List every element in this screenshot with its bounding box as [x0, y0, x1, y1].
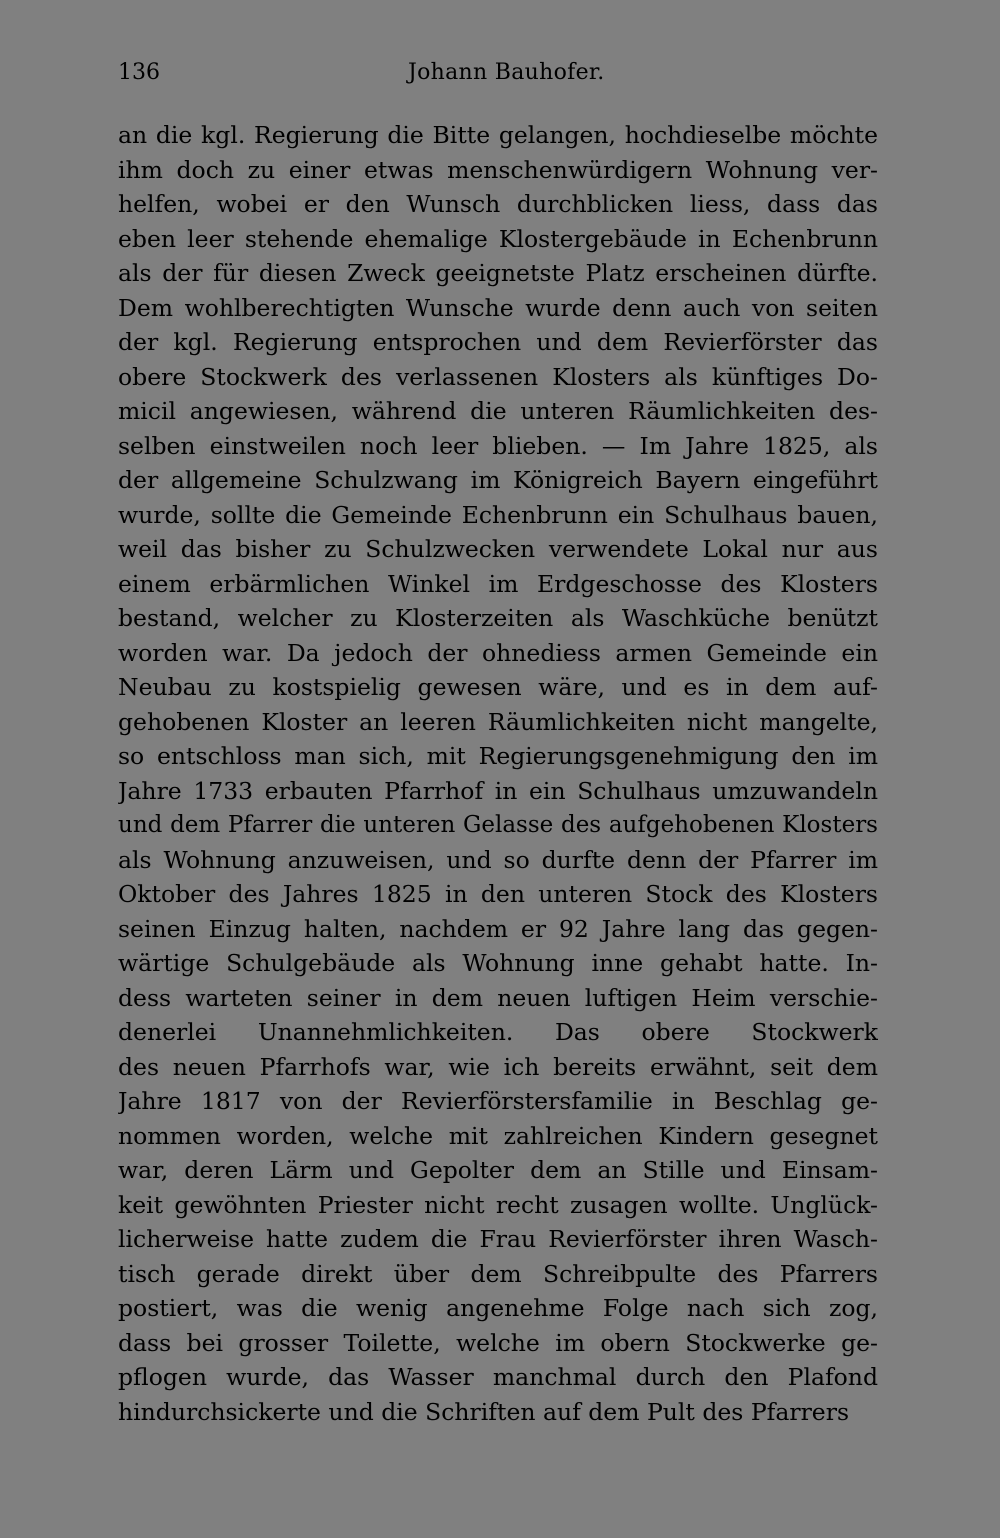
- text-line: selben einstweilen noch leer blieben. — Im Jahre 1825, als: [118, 431, 878, 460]
- text-line: micil angewiesen, während die unteren Räumlichkeiten des-: [118, 397, 878, 425]
- text-line: worden war. Da jedoch der ohnediess armen Gemeinde ein: [118, 638, 878, 667]
- text-line: so entschloss man sich, mit Regierungsgenehmigung den im: [118, 742, 878, 770]
- text-line: denerlei Unannehmlichkeiten. Das obere Stockwerk: [118, 1018, 878, 1046]
- text-line: dass bei grosser Toilette, welche im obern Stockwerke ge-: [118, 1328, 878, 1357]
- text-line: dess warteten seiner in dem neuen luftigen Heim verschie-: [118, 983, 878, 1012]
- text-line: als Wohnung anzuweisen, und so durfte denn der Pfarrer im: [118, 845, 878, 874]
- text-line: wurde, sollte die Gemeinde Echenbrunn ein Schulhaus bauen,: [118, 500, 878, 529]
- text-line: nommen worden, welche mit zahlreichen Kindern gesegnet: [118, 1121, 878, 1150]
- text-line: wärtige Schulgebäude als Wohnung inne gehabt hatte. In-: [118, 949, 878, 977]
- text-line: eben leer stehende ehemalige Klostergebäude in Echenbrunn: [118, 224, 878, 253]
- text-line: Oktober des Jahres 1825 in den unteren Stock des Klosters: [118, 880, 878, 908]
- page-number: 136: [118, 60, 160, 85]
- text-line: weil das bisher zu Schulzwecken verwendete Lokal nur aus: [118, 535, 878, 563]
- running-head: [118, 56, 878, 90]
- text-line: der kgl. Regierung entsprochen und dem Revierförster das: [118, 328, 878, 356]
- text-line: bestand, welcher zu Klosterzeiten als Waschküche benützt: [118, 604, 878, 632]
- text-line: und dem Pfarrer die unteren Gelasse des aufgehobenen Klosters: [118, 812, 878, 838]
- text-line: pflogen wurde, das Wasser manchmal durch den Plafond: [118, 1363, 878, 1391]
- text-line: Jahre 1817 von der Revierförstersfamilie in Beschlag ge-: [118, 1087, 878, 1115]
- running-title: Johann Bauhofer.: [408, 60, 605, 85]
- text-line: helfen, wobei er den Wunsch durchblicken liess, dass das: [118, 190, 878, 218]
- text-line: des neuen Pfarrhofs war, wie ich bereits erwähnt, seit dem: [118, 1052, 878, 1081]
- text-line: Jahre 1733 erbauten Pfarrhof in ein Schulhaus umzuwandeln: [118, 776, 878, 805]
- text-line: hindurchsickerte und die Schriften auf dem Pult des Pfarrers: [118, 1397, 850, 1426]
- text-line: der allgemeine Schulzwang im Königreich Bayern eingeführt: [118, 466, 878, 494]
- text-line: an die kgl. Regierung die Bitte gelangen, hochdieselbe möchte: [118, 121, 878, 149]
- text-line: war, deren Lärm und Gepolter dem an Stille und Einsam-: [118, 1156, 878, 1184]
- text-line: keit gewöhnten Priester nicht recht zusagen wollte. Unglück-: [118, 1190, 878, 1219]
- body-text: [118, 118, 878, 1429]
- text-line: als der für diesen Zweck geeignetste Platz erscheinen dürfte.: [118, 259, 878, 287]
- text-line: postiert, was die wenig angenehme Folge nach sich zog,: [118, 1294, 878, 1322]
- text-line: einem erbärmlichen Winkel im Erdgeschosse des Klosters: [118, 569, 878, 598]
- text-line: tisch gerade direkt über dem Schreibpulte des Pfarrers: [118, 1259, 878, 1288]
- text-line: obere Stockwerk des verlassenen Klosters als künftiges Do-: [118, 362, 878, 391]
- text-line: Dem wohlberechtigten Wunsche wurde denn auch von seiten: [118, 293, 878, 322]
- text-line: gehobenen Kloster an leeren Räumlichkeiten nicht mangelte,: [118, 707, 878, 736]
- text-line: licherweise hatte zudem die Frau Revierförster ihren Wasch-: [118, 1225, 878, 1253]
- text-line: Neubau zu kostspielig gewesen wäre, und es in dem auf-: [118, 673, 878, 701]
- text-line: seinen Einzug halten, nachdem er 92 Jahre lang das gegen-: [118, 914, 878, 943]
- text-line: ihm doch zu einer etwas menschenwürdigern Wohnung ver-: [118, 155, 878, 184]
